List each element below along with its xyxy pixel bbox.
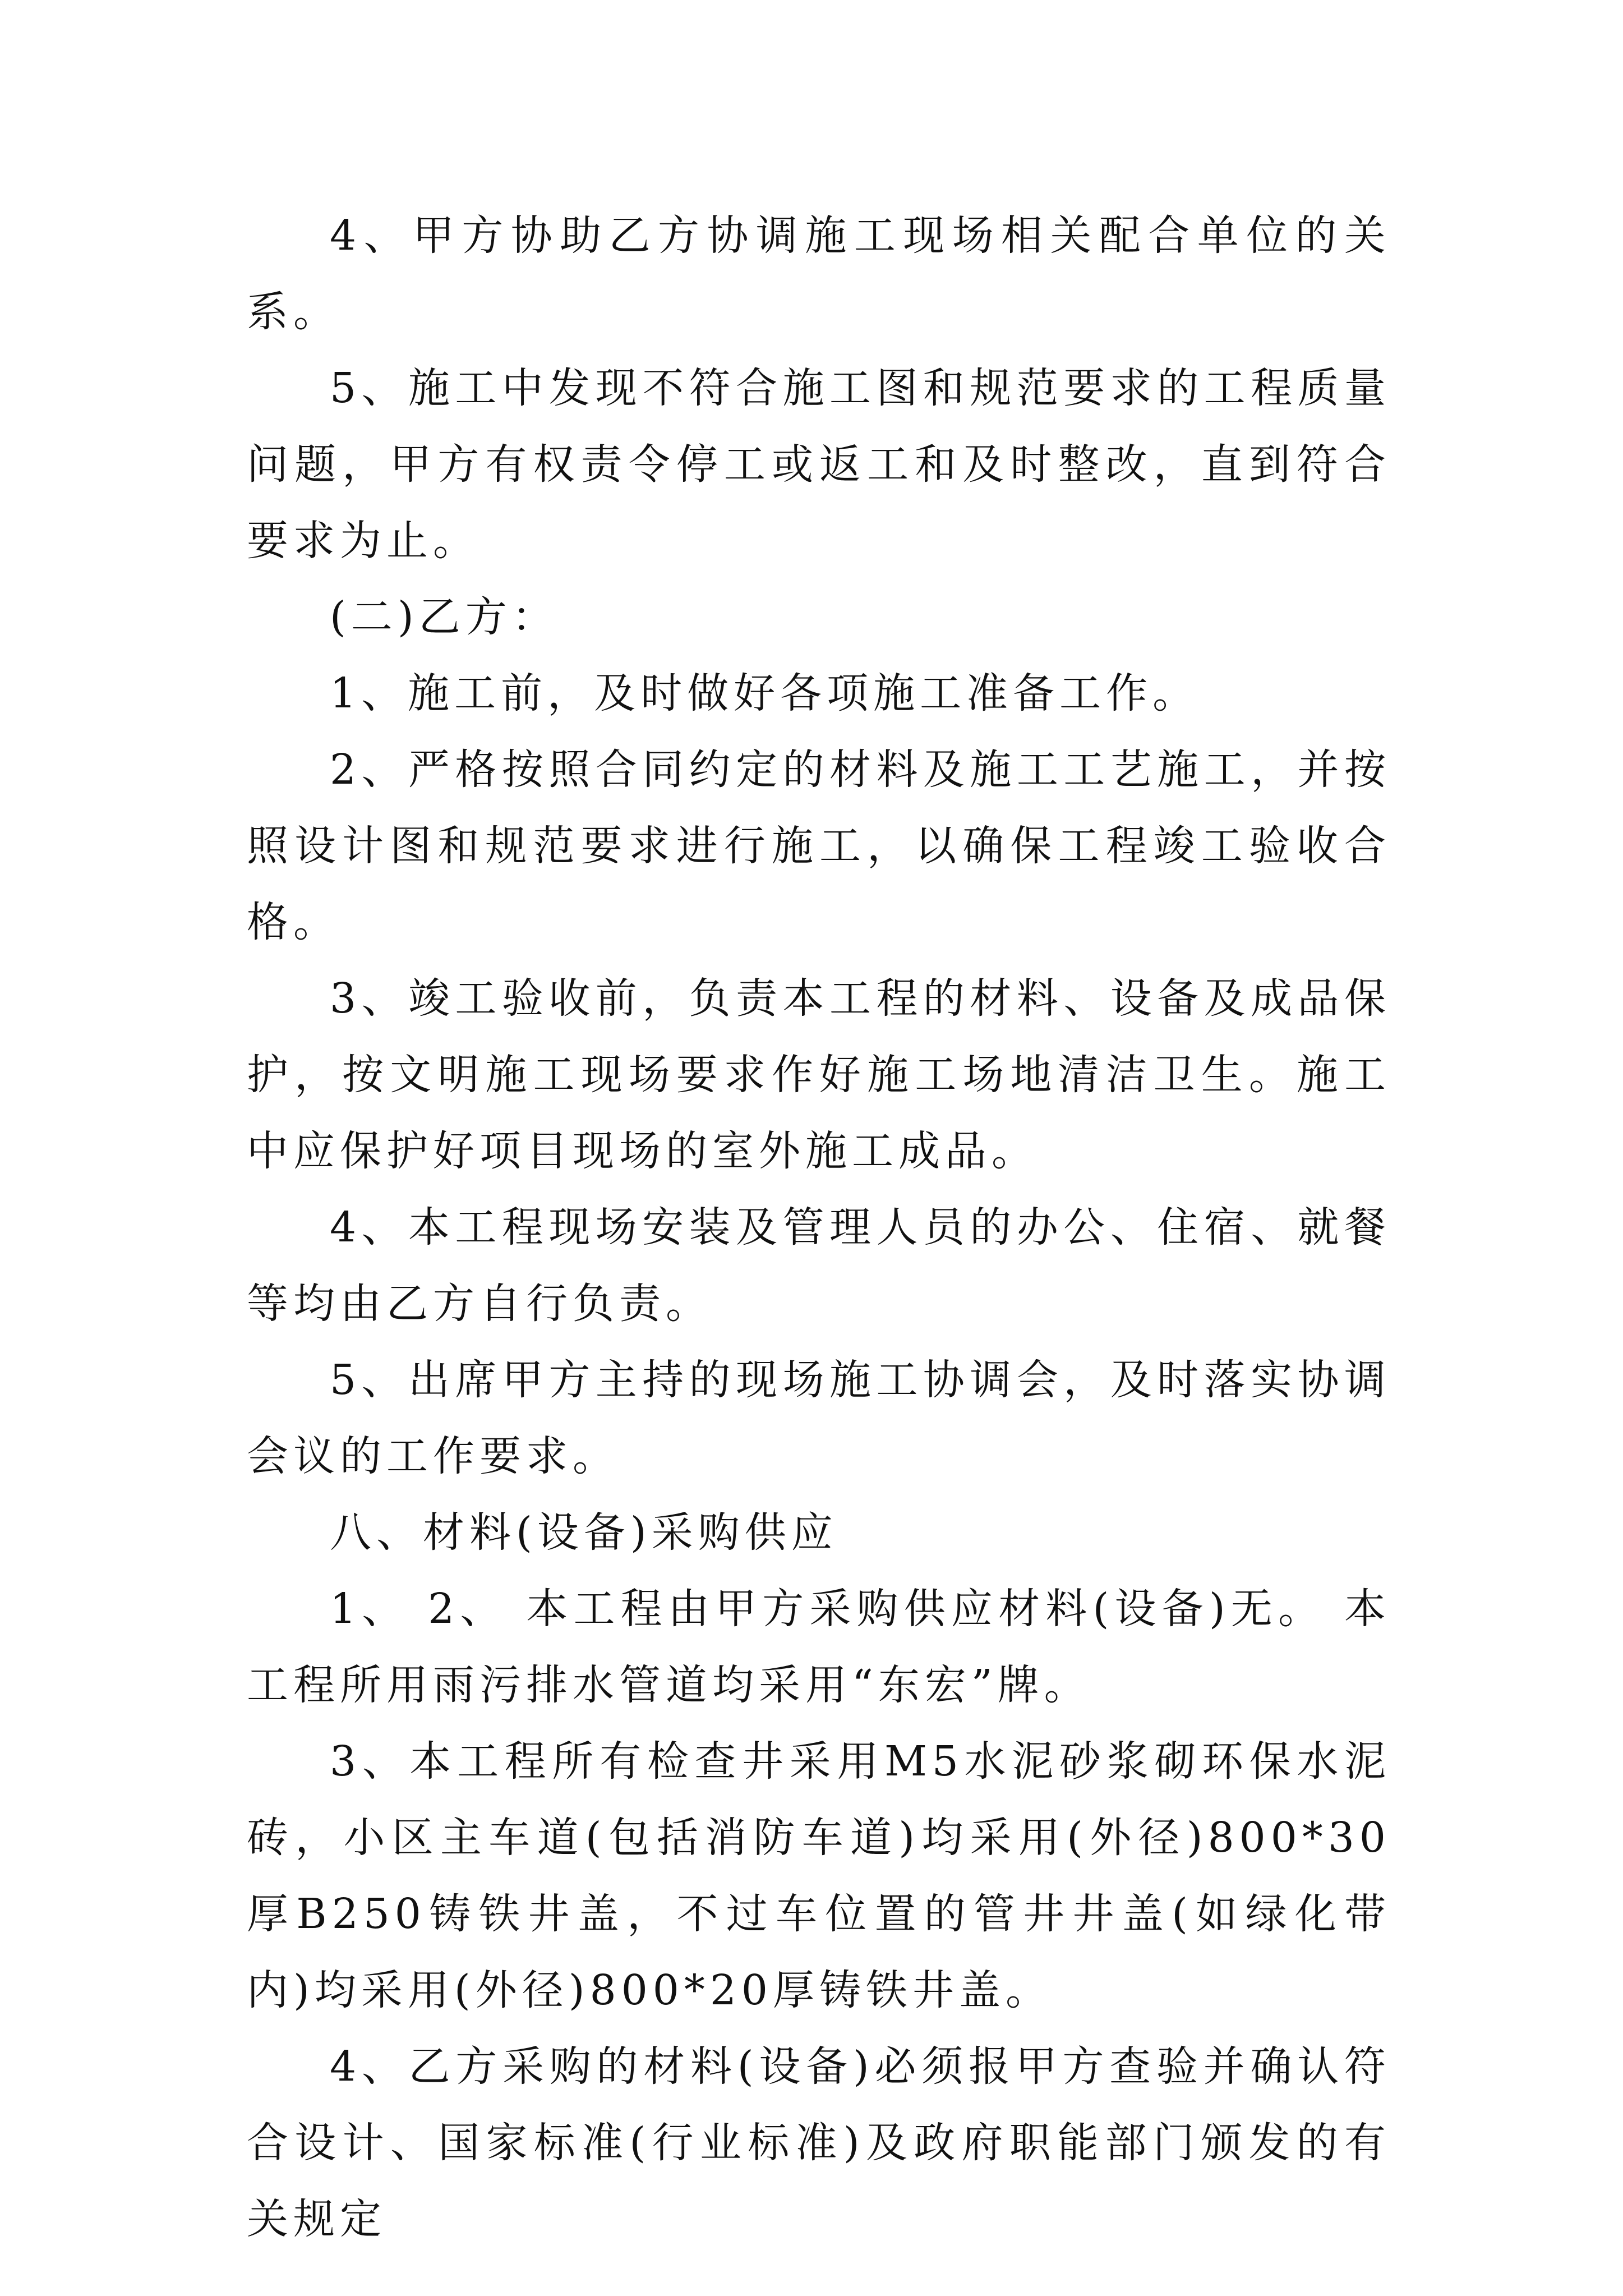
- paragraph: 5、出席甲方主持的现场施工协调会，及时落实协调会议的工作要求。: [247, 1356, 1391, 1480]
- paragraph: 1、施工前，及时做好各项施工准备工作。: [330, 669, 1200, 717]
- paragraph: 3、竣工验收前，负责本工程的材料、设备及成品保护，按文明施工现场要求作好施工场地清洁卫生。施工中应保护好项目现场的室外施工成品。: [247, 974, 1391, 1175]
- paragraph: 4、乙方采购的材料(设备)必须报甲方查验并确认符合设计、国家标准(行业标准)及政府职能部门颁发的有关规定: [247, 2042, 1391, 2243]
- paragraph: 4、甲方协助乙方协调施工现场相关配合单位的关系。: [247, 211, 1391, 336]
- paragraph: 5、施工中发现不符合施工图和规范要求的工程质量问题，甲方有权责令停工或返工和及时整改，直到符合要求为止。: [247, 364, 1391, 565]
- paragraph: 3、本工程所有检查井采用M5水泥砂浆砌环保水泥砖，小区主车道(包括消防车道)均采用(外径)800*30厚B250铸铁井盖，不过车位置的管井井盖(如绿化带内)均采用(外径)800*20厚铸铁井盖。: [247, 1737, 1391, 2014]
- paragraph: 4、本工程现场安装及管理人员的办公、住宿、就餐等均由乙方自行负责。: [247, 1203, 1391, 1328]
- document-body: [247, 197, 1391, 2257]
- section-heading: 八、材料(设备)采购供应: [330, 1508, 838, 1557]
- paragraph: 2、严格按照合同约定的材料及施工工艺施工，并按照设计图和规范要求进行施工，以确保工程竣工验收合格。: [247, 746, 1391, 946]
- section-heading: (二)乙方：: [330, 593, 559, 641]
- paragraph: 1、 2、 本工程由甲方采购供应材料(设备)无。 本工程所用雨污排水管道均采用“东宏”牌。: [247, 1585, 1391, 1709]
